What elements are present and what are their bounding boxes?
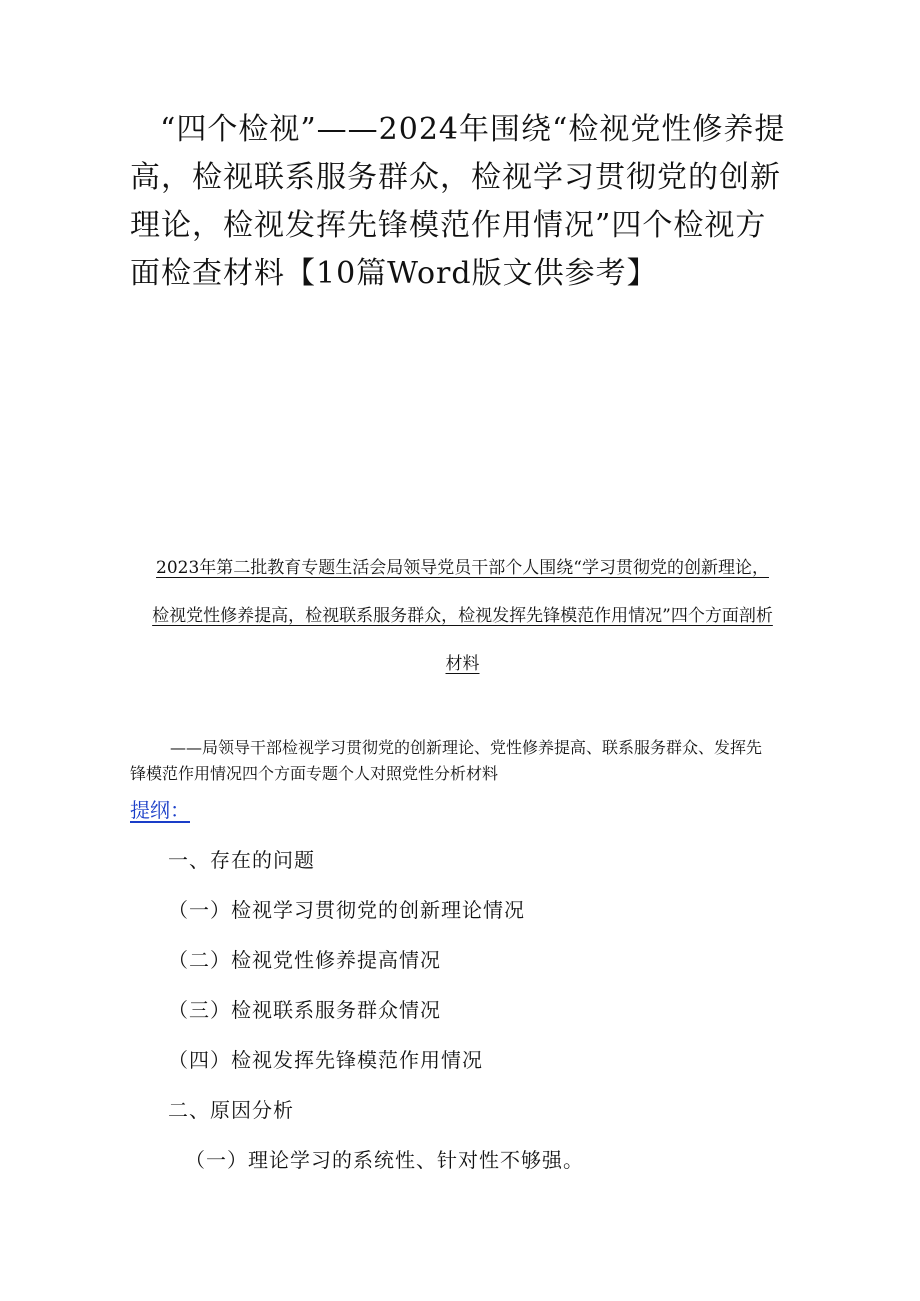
outline-item-1-3: （三）检视联系服务群众情况 [168, 998, 441, 1022]
outline-item-section-2: 二、原因分析 [168, 1098, 294, 1122]
document-sub-title: 2023年第二批教育专题生活会局领导党员干部个人围绕“学习贯彻党的创新理论，检视党性修养提高，检视联系服务群众，检视发挥先锋模范作用情况”四个方面剖析材料 [152, 558, 773, 674]
outline-item-2-1: （一）理论学习的系统性、针对性不够强。 [185, 1148, 584, 1172]
outline-item-1-4: （四）检视发挥先锋模范作用情况 [168, 1048, 483, 1072]
outline-item-1-2: （二）检视党性修养提高情况 [168, 948, 441, 972]
outline-item-section-1: 一、存在的问题 [168, 848, 315, 872]
outline-item-1-1: （一）检视学习贯彻党的创新理论情况 [168, 898, 525, 922]
document-main-title: “四个检视”——2024年围绕“检视党性修养提高，检视联系服务群众，检视学习贯彻党的创新理论，检视发挥先锋模范作用情况”四个检视方面检查材料【10篇Word版文供参考】 [130, 112, 786, 291]
outline-label-link[interactable]: 提纲： [130, 798, 190, 822]
document-note: ——局领导干部检视学习贯彻党的创新理论、党性修养提高、联系服务群众、发挥先锋模范作用情况四个方面专题个人对照党性分析材料 [130, 738, 763, 783]
